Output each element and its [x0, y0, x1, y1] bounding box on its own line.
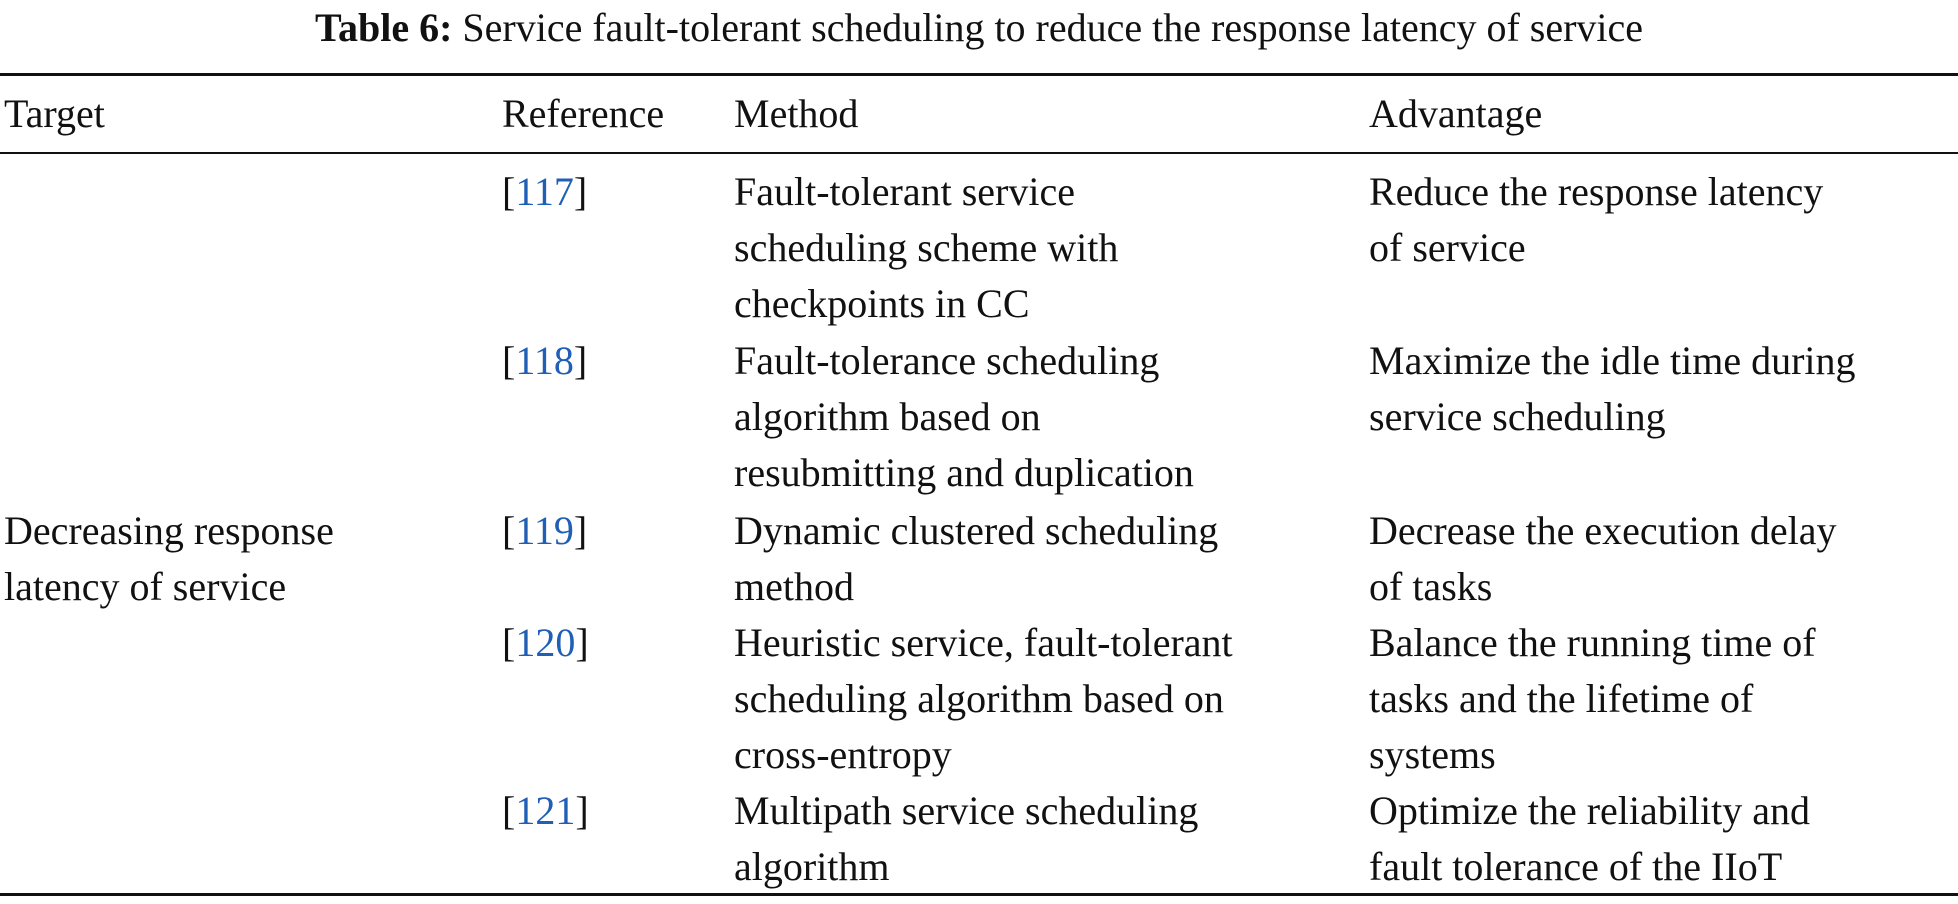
top-rule — [0, 73, 1958, 76]
advantage-cell — [1369, 783, 1810, 895]
reference-cell — [502, 503, 587, 559]
advantage-line: Reduce the response latency — [1369, 169, 1824, 214]
reference-cell — [502, 164, 587, 220]
header-rule — [0, 152, 1958, 154]
target-line: latency of service — [4, 564, 287, 609]
header-method: Method — [734, 91, 859, 136]
ref-bracket-close: ] — [573, 338, 588, 383]
advantage-line: systems — [1369, 732, 1496, 777]
caption-text: Service fault-tolerant scheduling to reduce the response latency of service — [462, 5, 1644, 50]
ref-bracket-open: [ — [502, 508, 516, 553]
reference-cell — [502, 783, 589, 839]
table-caption — [0, 4, 1958, 52]
ref-bracket-close: ] — [575, 788, 589, 833]
bottom-rule — [0, 893, 1958, 896]
ref-bracket-close: ] — [573, 508, 588, 553]
ref-bracket-open: [ — [502, 788, 516, 833]
method-line: Fault-tolerant service — [734, 169, 1075, 214]
advantage-cell — [1369, 503, 1837, 615]
method-cell — [734, 164, 1118, 332]
method-line: scheduling algorithm based on — [734, 676, 1224, 721]
method-line: Multipath service scheduling — [734, 788, 1199, 833]
advantage-line: Decrease the execution delay — [1369, 508, 1837, 553]
method-line: scheduling scheme with — [734, 225, 1119, 270]
header-reference: Reference — [502, 91, 665, 136]
reference-cell — [502, 615, 589, 671]
ref-bracket-open: [ — [502, 338, 516, 383]
method-cell — [734, 333, 1194, 501]
method-line: method — [734, 564, 854, 609]
method-line: algorithm based on — [734, 394, 1041, 439]
caption-label: Table 6: — [314, 5, 453, 50]
advantage-line: service scheduling — [1369, 394, 1666, 439]
method-line: resubmitting and duplication — [734, 450, 1194, 495]
ref-bracket-close: ] — [573, 169, 588, 214]
method-line: Fault-tolerance scheduling — [734, 338, 1160, 383]
reference-cell — [502, 333, 587, 389]
reference-link[interactable]: 119 — [515, 508, 574, 553]
advantage-line: of tasks — [1369, 564, 1493, 609]
method-cell — [734, 783, 1198, 895]
reference-link[interactable]: 118 — [515, 338, 574, 383]
method-line: Dynamic clustered scheduling — [734, 508, 1219, 553]
ref-bracket-open: [ — [502, 620, 516, 665]
advantage-line: tasks and the lifetime of — [1369, 676, 1754, 721]
advantage-line: Balance the running time of — [1369, 620, 1816, 665]
reference-link[interactable]: 120 — [515, 620, 576, 665]
target-line: Decreasing response — [4, 508, 334, 553]
method-cell — [734, 503, 1218, 615]
method-line: Heuristic service, fault-tolerant — [734, 620, 1233, 665]
reference-link[interactable]: 117 — [515, 169, 574, 214]
header-advantage: Advantage — [1369, 91, 1543, 136]
advantage-line: of service — [1369, 225, 1526, 270]
advantage-cell — [1369, 615, 1816, 783]
target-cell — [4, 503, 334, 615]
advantage-cell — [1369, 164, 1823, 276]
method-line: algorithm — [734, 844, 890, 889]
ref-bracket-open: [ — [502, 169, 516, 214]
header-target: Target — [4, 91, 105, 136]
method-line: checkpoints in CC — [734, 281, 1030, 326]
method-cell — [734, 615, 1233, 783]
advantage-line: Maximize the idle time during — [1369, 338, 1856, 383]
reference-link[interactable]: 121 — [515, 788, 576, 833]
method-line: cross-entropy — [734, 732, 952, 777]
ref-bracket-close: ] — [575, 620, 589, 665]
advantage-cell — [1369, 333, 1856, 445]
advantage-line: Optimize the reliability and — [1369, 788, 1810, 833]
advantage-line: fault tolerance of the IIoT — [1369, 844, 1783, 889]
